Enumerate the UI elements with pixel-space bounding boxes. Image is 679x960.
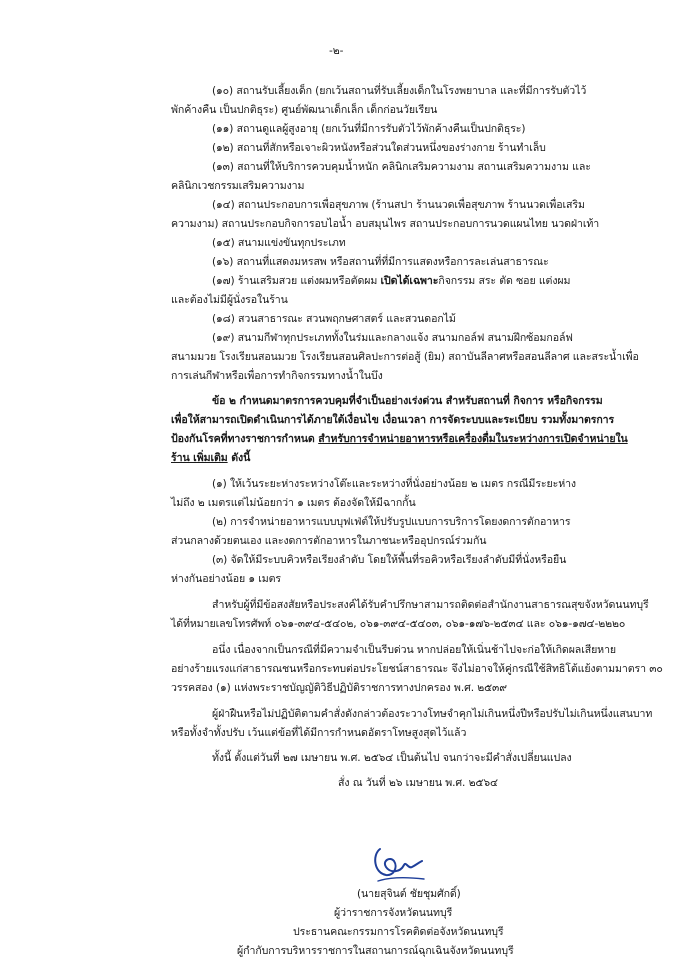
clause-17-cont: และต้องไม่มีผู้นั่งรอในร้าน xyxy=(171,294,288,306)
clause-12: (๑๒) สถานที่สักหรือเจาะผิวหนังหรือส่วนใดส่วนหนึ่งของร่างกาย ร้านทำเล็บ xyxy=(212,142,546,154)
measure-1: (๑) ให้เว้นระยะห่างระหว่างโต๊ะและระหว่างที่นั่งอย่างน้อย ๒ เมตร กรณีมีระยะห่าง xyxy=(212,478,577,490)
clause-16: (๑๖) สถานที่แสดงมหรสพ หรือสถานที่ที่มีการแสดงหรือการละเล่นสาธารณะ xyxy=(212,256,549,268)
signatory-title-2: ประธานคณะกรรมการโรคติดต่อจังหวัดนนทบุรี xyxy=(293,926,504,938)
clause-13: (๑๓) สถานที่ให้บริการควบคุมน้ำหนัก คลินิกเสริมความงาม สถานเสริมความงาม และ xyxy=(212,161,591,173)
article-2-heading: ข้อ ๒ กำหนดมาตรการควบคุมที่จำเป็นอย่างเร่งด่วน สำหรับสถานที่ กิจการ หรือกิจกรรม xyxy=(212,395,603,407)
article-2-line4-rest: ดังนี้ xyxy=(227,452,251,464)
measure-2: (๒) การจำหน่ายอาหารแบบบุฟเฟ่ต์ให้ปรับรูปแบบการบริการโดยงดการตักอาหาร xyxy=(212,516,571,528)
reason-line-1: อนึ่ง เนื่องจากเป็นกรณีที่มีความจำเป็นรีบด่วน หากปล่อยให้เนิ่นช้าไปจะก่อให้เกิดผลเสียหาย xyxy=(212,644,617,656)
signatory-name: (นายสุจินต์ ชัยชุมศักดิ์) xyxy=(357,888,461,900)
measure-3: (๓) จัดให้มีระบบคิวหรือเรียงลำดับ โดยให้พื้นที่รอคิวหรือเรียงลำดับมีที่นั่งหรือยืน xyxy=(212,554,567,566)
page-number: -๒- xyxy=(329,45,344,57)
clause-14: (๑๔) สถานประกอบการเพื่อสุขภาพ (ร้านสปา ร้านนวดเพื่อสุขภาพ ร้านนวดเพื่อเสริม xyxy=(212,199,585,211)
clause-13-cont: คลินิกเวชกรรมเสริมความงาม xyxy=(171,180,305,192)
measure-3-cont: ห่างกันอย่างน้อย ๑ เมตร xyxy=(171,573,281,585)
article-2-underline-cont: ร้าน เพิ่มเติม xyxy=(171,452,228,464)
clause-19-cont2: การเล่นกีฬาหรือเพื่อการทำกิจกรรมทางน้ำในบึง xyxy=(171,370,383,382)
clause-10: (๑๐) สถานรับเลี้ยงเด็ก (ยกเว้นสถานที่รับเลี้ยงเด็กในโรงพยาบาล และที่มีการรับตัวไว้ xyxy=(212,85,587,97)
clause-19-cont: สนามมวย โรงเรียนสอนมวย โรงเรียนสอนศิลปะการต่อสู้ (ยิม) สถาบันลีลาศหรือสอนลีลาศ และสระน้ำเพื่อ xyxy=(171,351,639,363)
penalty-line-1: ผู้ฝ่าฝืนหรือไม่ปฏิบัติตามคำสั่งดังกล่าวต้องระวางโทษจำคุกไม่เกินหนึ่งปีหรือปรับไม่เกินหนึ่งแสนบาท xyxy=(212,708,653,720)
clause-14-cont: ความงาม) สถานประกอบกิจการอบไอน้ำ อบสมุนไพร สถานประกอบการนวดแผนไทย นวดฝ่าเท้า xyxy=(171,218,600,230)
contact-line-1: สำหรับผู้ที่มีข้อสงสัยหรือประสงค์ได้รับคำปรึกษาสามารถติดต่อสำนักงานสาธารณสุขจังหวัดนนทบุรี xyxy=(212,599,649,611)
clause-17-text: (๑๗) ร้านเสริมสวย แต่งผมหรือตัดผม xyxy=(212,275,381,287)
signatory-title-1: ผู้ว่าราชการจังหวัดนนทบุรี xyxy=(334,907,453,919)
measure-2-cont: ส่วนกลางด้วยตนเอง และงดการตักอาหารในภาชนะหรืออุปกรณ์ร่วมกัน xyxy=(171,535,487,547)
penalty-line-2: หรือทั้งจำทั้งปรับ เว้นแต่ข้อที่ได้มีการกำหนดอัตราโทษสูงสุดไว้แล้ว xyxy=(171,727,467,739)
contact-line-2: ได้ที่หมายเลขโทรศัพท์ ๐๖๑-๓๙๔-๕๔๐๒, ๐๖๑-๓๙๔-๕๔๐๓, ๐๖๑-๑๗๖-๒๕๓๔ และ ๐๖๑-๑๗๔-๒๒๒๐ xyxy=(171,618,626,630)
effective-date: ทั้งนี้ ตั้งแต่วันที่ ๒๗ เมษายน พ.ศ. ๒๕๖๔ เป็นต้นไป จนกว่าจะมีคำสั่งเปลี่ยนแปลง xyxy=(212,752,572,764)
clause-17 xyxy=(212,274,570,289)
article-2-line2: เพื่อให้สามารถเปิดดำเนินการได้ภายใต้เงื่อนไข เงื่อนเวลา การจัดระบบและระเบียบ รวมทั้งมาตรการ xyxy=(171,414,615,426)
article-2-line4 xyxy=(171,451,250,466)
clause-17-bold: เปิดได้เฉพาะ xyxy=(380,275,439,287)
clause-11: (๑๑) สถานดูแลผู้สูงอายุ (ยกเว้นที่มีการรับตัวไว้พักค้างคืนเป็นปกติธุระ) xyxy=(212,123,526,135)
clause-17-rest: กิจกรรม สระ ตัด ซอย แต่งผม xyxy=(438,275,571,287)
reason-line-2: อย่างร้ายแรงแก่สาธารณชนหรือกระทบต่อประโยชน์สาธารณะ จึงไม่อาจให้คู่กรณีใช้สิทธิโต้แย้งตามมาตรา ๓๐ xyxy=(171,663,663,675)
article-2-line3 xyxy=(171,432,628,447)
article-2-line3-text: ป้องกันโรคที่ทางราชการกำหนด xyxy=(171,433,319,445)
measure-1-cont: ไม่ถึง ๒ เมตรแต่ไม่น้อยกว่า ๑ เมตร ต้องจัดให้มีฉากกั้น xyxy=(171,497,416,509)
signatory-title-3: ผู้กำกับการบริหารราชการในสถานการณ์ฉุกเฉินจังหวัดนนทบุรี xyxy=(237,945,514,957)
article-2-underline: สำหรับการจำหน่ายอาหารหรือเครื่องดื่มในระหว่างการเปิดจำหน่ายใน xyxy=(318,433,628,445)
clause-19: (๑๙) สนามกีฬาทุกประเภททั้งในร่มและกลางแจ้ง สนามกอล์ฟ สนามฝึกซ้อมกอล์ฟ xyxy=(212,332,573,344)
clause-18: (๑๘) สวนสาธารณะ สวนพฤกษศาสตร์ และสวนดอกไม้ xyxy=(212,313,456,325)
clause-15: (๑๕) สนามแข่งขันทุกประเภท xyxy=(212,237,346,249)
reason-line-3: วรรคสอง (๑) แห่งพระราชบัญญัติวิธีปฏิบัติราชการทางปกครอง พ.ศ. ๒๕๓๙ xyxy=(171,682,507,694)
clause-10-cont: พักค้างคืน เป็นปกติธุระ) ศูนย์พัฒนาเด็กเล็ก เด็กก่อนวัยเรียน xyxy=(171,104,438,116)
order-date: สั่ง ณ วันที่ ๒๖ เมษายน พ.ศ. ๒๕๖๔ xyxy=(338,777,498,789)
handwritten-signature-icon xyxy=(368,843,428,885)
